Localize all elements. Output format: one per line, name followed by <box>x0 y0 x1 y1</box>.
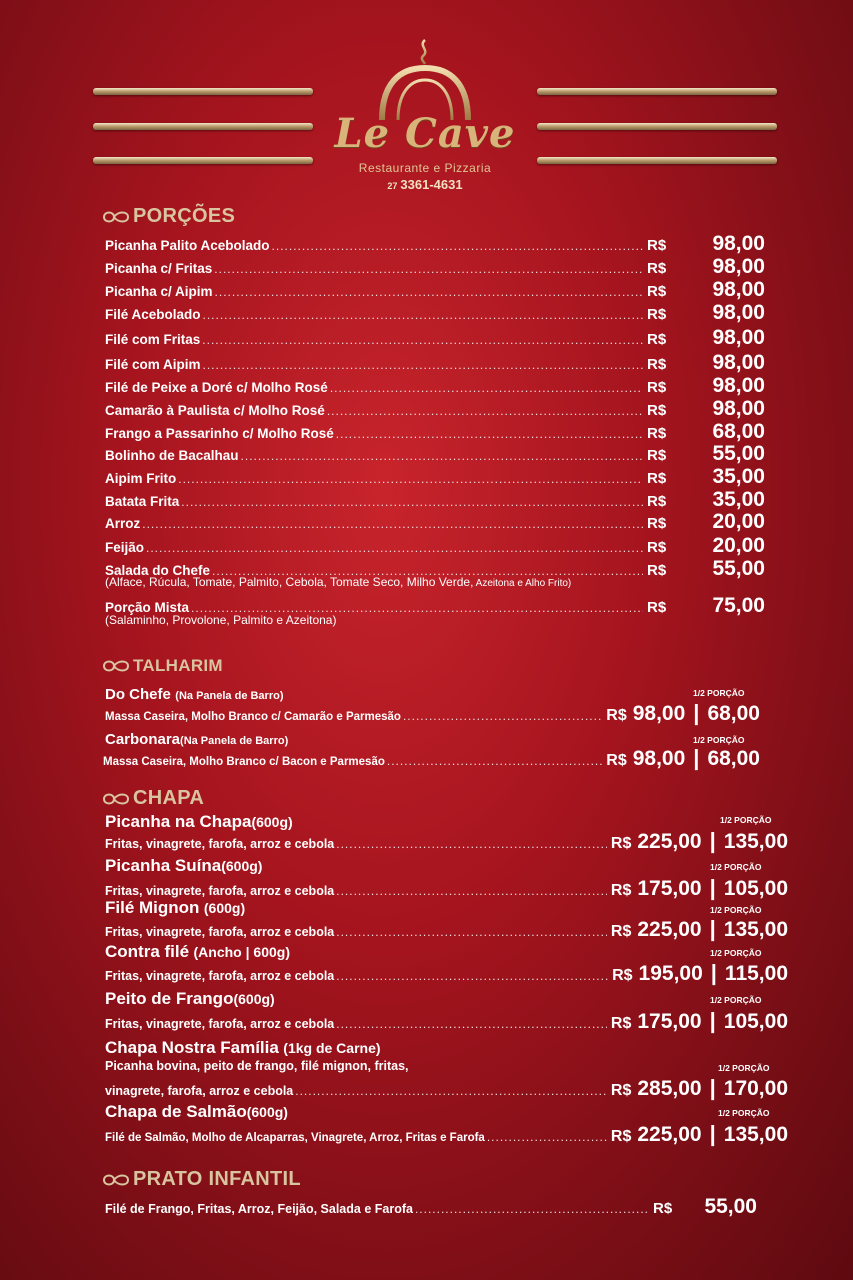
dish-name: Peito de Frango <box>105 989 234 1008</box>
note-text-small: Azeitona e Alho Frito) <box>473 578 572 589</box>
ornament-icon <box>102 792 130 806</box>
currency: R$ <box>610 1082 632 1099</box>
brand-logo <box>330 38 520 198</box>
ornament-icon <box>102 659 130 673</box>
currency: R$ <box>647 599 667 616</box>
dish-desc: Fritas, vinagrete, farofa, arroz e cebola <box>105 1017 335 1031</box>
dish-desc: vinagrete, farofa, arroz e cebola <box>105 1084 294 1098</box>
leader-dots <box>330 381 643 395</box>
half-portion-label: 1/2 PORÇÃO <box>710 995 762 1005</box>
leader-dots <box>146 541 643 555</box>
menu-item <box>105 374 765 398</box>
dish-desc: Massa Caseira, Molho Branco c/ Bacon e Parmesão <box>103 756 385 768</box>
dish-price: 225,00 <box>637 918 702 941</box>
currency: R$ <box>647 562 667 579</box>
leader-dots <box>178 472 643 486</box>
dish-title <box>105 1102 288 1122</box>
leader-dots <box>203 358 643 372</box>
dish-half-price: 105,00 <box>723 877 788 900</box>
item-name: Filé de Frango, Fritas, Arroz, Feijão, Salada e Farofa <box>105 1202 413 1216</box>
leader-dots <box>215 285 643 299</box>
currency: R$ <box>606 707 627 724</box>
item-name: Salada do Chefe <box>105 563 211 578</box>
dish-row <box>105 1075 788 1101</box>
item-price: 98,00 <box>712 278 765 301</box>
currency: R$ <box>647 260 667 277</box>
item-name: Filé com Fritas <box>105 332 201 347</box>
item-name: Camarão à Paulista c/ Molho Rosé <box>105 403 325 418</box>
menu-item <box>105 278 765 302</box>
dish-price: 195,00 <box>638 962 703 985</box>
dish-name: Filé Mignon <box>105 898 200 917</box>
item-name: Picanha c/ Fritas <box>105 261 213 276</box>
price-separator: | <box>693 700 700 725</box>
dish-row <box>105 828 788 854</box>
price-separator: | <box>709 1121 716 1146</box>
dish-title <box>105 989 275 1009</box>
section-title-text: CHAPA <box>133 787 205 809</box>
dish-price: 225,00 <box>637 830 702 853</box>
menu-item <box>105 255 765 279</box>
dish-price: 285,00 <box>637 1077 702 1100</box>
dish-desc: Massa Caseira, Molho Branco c/ Camarão e Parmesão <box>105 711 401 723</box>
price-separator: | <box>709 1008 716 1033</box>
dish-title <box>105 942 290 962</box>
menu-item <box>105 397 765 421</box>
brand-name: Le Cave <box>334 110 516 157</box>
dish-half-price: 115,00 <box>724 962 788 985</box>
currency: R$ <box>653 1200 673 1217</box>
menu-item <box>105 351 765 375</box>
decor-bar-left-2 <box>93 123 313 130</box>
item-price: 98,00 <box>712 397 765 420</box>
leader-dots <box>142 517 643 531</box>
currency: R$ <box>647 539 667 556</box>
decor-bar-right-3 <box>537 157 777 164</box>
item-name: Picanha c/ Aipim <box>105 284 213 299</box>
currency: R$ <box>647 331 667 348</box>
dish-desc: Fritas, vinagrete, farofa, arroz e cebola <box>105 884 335 898</box>
price-separator: | <box>709 1075 716 1100</box>
menu-item <box>105 301 765 325</box>
half-portion-label: 1/2 PORÇÃO <box>693 688 745 698</box>
currency: R$ <box>647 402 667 419</box>
dish-detail: (Ancho | 600g) <box>193 944 290 960</box>
leader-dots <box>336 427 643 441</box>
item-name: Filé com Aipim <box>105 357 201 372</box>
currency: R$ <box>610 1015 632 1032</box>
dish-name: Picanha Suína <box>105 856 222 875</box>
half-portion-label: 1/2 PORÇÃO <box>693 735 745 745</box>
leader-dots <box>295 1084 607 1098</box>
item-price: 75,00 <box>712 594 765 617</box>
dish-price: 98,00 <box>632 747 686 770</box>
price-separator: | <box>709 875 716 900</box>
price-separator: | <box>710 960 717 985</box>
menu-item <box>105 420 765 444</box>
dish-price: 175,00 <box>637 1010 702 1033</box>
item-price: 98,00 <box>712 326 765 349</box>
leader-dots <box>336 1017 607 1031</box>
item-name: Filé de Peixe a Doré c/ Molho Rosé <box>105 380 328 395</box>
dish-half-price: 170,00 <box>723 1077 788 1100</box>
item-price: 55,00 <box>712 557 765 580</box>
currency: R$ <box>647 447 667 464</box>
dish-row <box>105 700 760 726</box>
currency: R$ <box>606 752 627 769</box>
half-portion-label: 1/2 PORÇÃO <box>710 862 762 872</box>
dish-detail: (Na Panela de Barro) <box>175 690 284 702</box>
currency: R$ <box>647 379 667 396</box>
menu-item <box>105 465 765 489</box>
dish-price: 225,00 <box>637 1123 702 1146</box>
section-title-talharim <box>102 656 223 676</box>
leader-dots <box>336 969 608 983</box>
dish-row <box>105 1008 788 1034</box>
dish-desc: Fritas, vinagrete, farofa, arroz e cebola <box>105 837 335 851</box>
dish-desc-line: Picanha bovina, peito de frango, filé mignon, fritas, <box>105 1059 409 1073</box>
currency: R$ <box>647 237 667 254</box>
currency: R$ <box>647 515 667 532</box>
leader-dots <box>387 754 602 768</box>
item-price: 35,00 <box>712 488 765 511</box>
half-portion-label: 1/2 PORÇÃO <box>710 905 762 915</box>
item-name: Filé Acebolado <box>105 307 201 322</box>
menu-item <box>105 442 765 466</box>
decor-bar-left-1 <box>93 88 313 95</box>
item-name: Picanha Palito Acebolado <box>105 238 270 253</box>
dish-name: Contra filé <box>105 942 190 961</box>
decor-bar-left-3 <box>93 157 313 164</box>
dish-detail: (600g) <box>221 858 263 874</box>
leader-dots <box>336 925 607 939</box>
dish-desc: Filé de Salmão, Molho de Alcaparras, Vinagrete, Arroz, Fritas e Farofa <box>105 1132 485 1144</box>
ornament-icon <box>102 1173 130 1187</box>
item-price: 98,00 <box>712 301 765 324</box>
section-title-text: PORÇÕES <box>133 205 236 227</box>
half-portion-label: 1/2 PORÇÃO <box>710 948 762 958</box>
dish-row <box>105 960 788 986</box>
leader-dots <box>272 239 643 253</box>
leader-dots <box>336 837 607 851</box>
dish-detail: (600g) <box>246 1104 288 1120</box>
dish-detail: (600g) <box>233 991 275 1007</box>
item-name: Arroz <box>105 516 141 531</box>
dish-price: 175,00 <box>637 877 702 900</box>
item-name: Batata Frita <box>105 494 180 509</box>
phone-area-code: 27 <box>387 181 398 191</box>
dish-name: Picanha na Chapa <box>105 812 252 831</box>
item-price: 55,00 <box>712 442 765 465</box>
section-title-chapa <box>102 787 204 810</box>
dish-title <box>105 898 245 918</box>
decor-bar-right-1 <box>537 88 777 95</box>
dish-title <box>105 1038 381 1058</box>
leader-dots <box>214 262 643 276</box>
currency: R$ <box>647 425 667 442</box>
half-portion-label: 1/2 PORÇÃO <box>720 815 772 825</box>
leader-dots <box>203 308 643 322</box>
dish-row <box>103 745 760 771</box>
item-name: Porção Mista <box>105 600 190 615</box>
section-title-infantil <box>102 1168 301 1191</box>
section-title-porcoes <box>102 205 235 228</box>
dish-title <box>105 856 262 876</box>
dish-half-price: 105,00 <box>723 1010 788 1033</box>
dish-half-price: 135,00 <box>723 1123 788 1146</box>
decor-bar-right-2 <box>537 123 777 130</box>
dish-name: Chapa Nostra Família <box>105 1038 279 1057</box>
dish-half-price: 135,00 <box>723 830 788 853</box>
note-text: (Alface, Rúcula, Tomate, Palmito, Cebola, Tomate Seco, Milho Verde, <box>105 575 474 589</box>
dish-price: 98,00 <box>632 702 686 725</box>
menu-item <box>105 1195 757 1219</box>
brand-subtitle: Restaurante e Pizzaria <box>358 161 492 175</box>
dish-detail: (600g) <box>203 900 246 916</box>
currency: R$ <box>647 306 667 323</box>
dish-name: Do Chefe <box>105 686 171 703</box>
leader-dots <box>487 1130 607 1144</box>
leader-dots <box>241 449 643 463</box>
dish-desc: Fritas, vinagrete, farofa, arroz e cebola <box>105 969 335 983</box>
leader-dots <box>403 709 602 723</box>
item-note <box>105 613 336 627</box>
dish-row <box>105 916 788 942</box>
price-separator: | <box>709 916 716 941</box>
dish-desc: Fritas, vinagrete, farofa, arroz e cebola <box>105 925 335 939</box>
leader-dots <box>415 1202 649 1216</box>
currency: R$ <box>647 283 667 300</box>
item-price: 20,00 <box>712 534 765 557</box>
half-portion-label: 1/2 PORÇÃO <box>718 1108 770 1118</box>
price-separator: | <box>709 828 716 853</box>
dish-half-price: 68,00 <box>707 747 760 770</box>
section-title-text: PRATO INFANTIL <box>133 1168 301 1190</box>
section-title-text: TALHARIM <box>133 656 223 675</box>
dish-row <box>105 1121 788 1147</box>
menu-item <box>105 534 765 558</box>
item-name: Frango a Passarinho c/ Molho Rosé <box>105 426 334 441</box>
leader-dots <box>202 333 643 347</box>
leader-dots <box>336 884 607 898</box>
currency: R$ <box>612 967 633 984</box>
currency: R$ <box>610 1128 632 1145</box>
half-portion-label: 1/2 PORÇÃO <box>718 1063 770 1073</box>
item-name: Bolinho de Bacalhau <box>105 448 239 463</box>
currency: R$ <box>647 493 667 510</box>
currency: R$ <box>647 470 667 487</box>
currency: R$ <box>647 356 667 373</box>
menu-item <box>105 510 765 534</box>
menu-item <box>105 488 765 512</box>
item-name: Feijão <box>105 540 145 555</box>
item-price: 98,00 <box>712 351 765 374</box>
ornament-icon <box>102 210 130 224</box>
dish-half-price: 135,00 <box>723 918 788 941</box>
currency: R$ <box>610 882 632 899</box>
item-price: 68,00 <box>712 420 765 443</box>
dish-name: Chapa de Salmão <box>105 1102 247 1121</box>
item-price: 20,00 <box>712 510 765 533</box>
item-price: 98,00 <box>712 255 765 278</box>
menu-item <box>105 326 765 350</box>
dish-half-price: 68,00 <box>707 702 760 725</box>
item-name: Aipim Frito <box>105 471 177 486</box>
item-price: 98,00 <box>712 374 765 397</box>
price-separator: | <box>693 745 700 770</box>
currency: R$ <box>610 923 632 940</box>
brand-phone <box>330 177 520 192</box>
leader-dots <box>327 404 643 418</box>
item-price: 98,00 <box>712 232 765 255</box>
phone-number: 3361-4631 <box>400 177 463 192</box>
item-price: 35,00 <box>712 465 765 488</box>
menu-item <box>105 232 765 256</box>
note-text: (Salaminho, Provolone, Palmito e Azeitona) <box>105 613 337 627</box>
dish-detail: (1kg de Carne) <box>283 1040 381 1056</box>
dish-detail: (Na Panela de Barro) <box>180 735 289 747</box>
item-note <box>105 575 571 589</box>
currency: R$ <box>610 835 632 852</box>
item-price: 55,00 <box>704 1195 757 1218</box>
dish-name: Carbonara <box>105 731 181 748</box>
dish-detail: (600g) <box>251 814 293 830</box>
leader-dots <box>181 495 643 509</box>
